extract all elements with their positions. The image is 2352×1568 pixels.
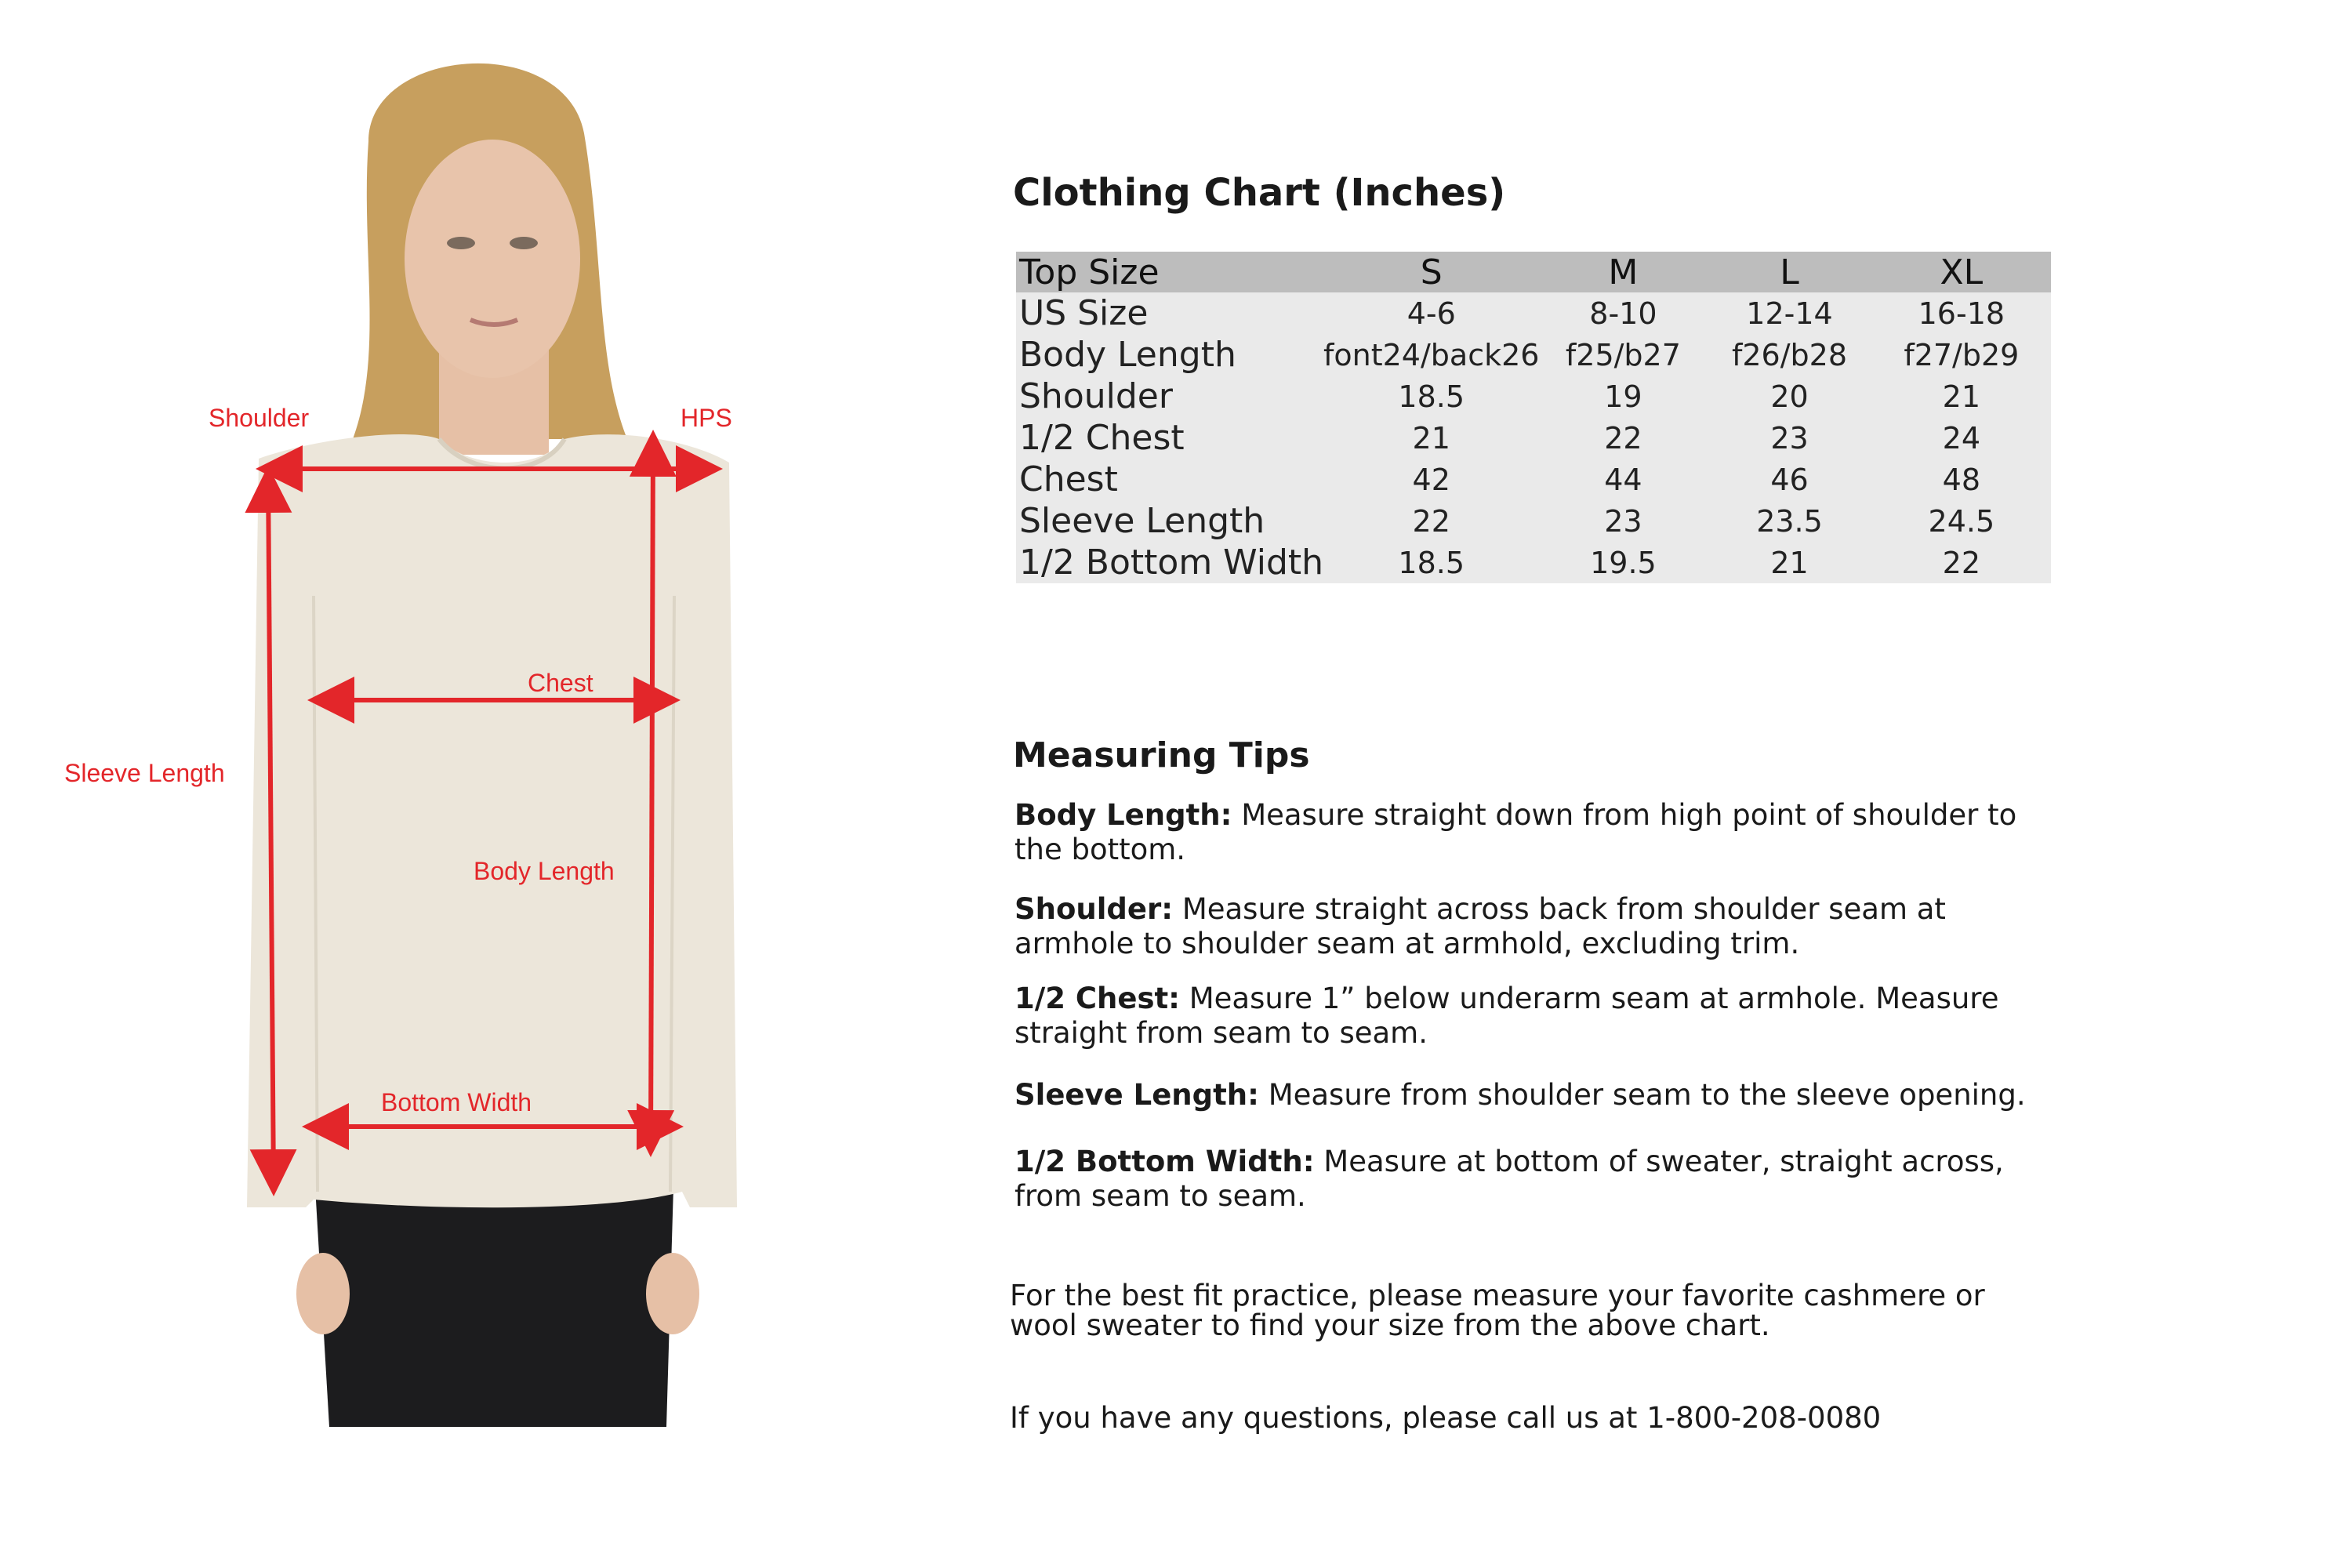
table-cell: 18.5 [1398,545,1465,580]
table-cell: 18.5 [1398,379,1465,414]
table-cell: 16-18 [1918,296,2005,331]
table-cell: 42 [1412,462,1450,497]
table-cell: 19 [1604,379,1642,414]
row-label: 1/2 Bottom Width [1019,543,1324,583]
tip-term: Shoulder: [1014,892,1174,926]
shoulder-label: Shoulder [209,404,310,432]
table-cell: 21 [1412,420,1450,456]
table-cell: 23 [1604,503,1642,539]
tip-half-bottom-width [1014,1145,2057,1214]
left-hand [296,1253,350,1334]
size-table-header-row [1016,252,2051,292]
size-table-header-cell: M [1539,252,1707,292]
chest-label: Chest [528,669,593,697]
table-cell: f26/b28 [1732,337,1848,372]
table-cell: 23 [1770,420,1809,456]
size-chart-title: Clothing Chart (Inches) [1013,171,1506,215]
table-cell: 20 [1770,379,1809,414]
tip-shoulder [1014,892,2057,961]
table-cell: 22 [1604,420,1642,456]
row-label: Shoulder [1019,376,1173,416]
tip-text: Measure at bottom of sweater, straight across, from seam to seam. [1014,1145,2004,1213]
table-cell: 21 [1770,545,1809,580]
table-row [1016,500,2051,542]
table-cell: font24/back26 [1323,337,1540,372]
tip-text: Measure straight down from high point of shoulder to the bottom. [1014,798,2017,866]
contact-note: If you have any questions, please call us at 1-800-208-0080 [1010,1401,1882,1435]
bottom-width-label: Bottom Width [381,1088,532,1116]
table-cell: 8-10 [1589,296,1657,331]
row-label: Body Length [1019,335,1236,375]
tip-term: Body Length: [1014,798,1232,832]
table-row [1016,459,2051,500]
table-row [1016,376,2051,417]
tip-term: Sleeve Length: [1014,1078,1259,1112]
table-cell: 24.5 [1928,503,1995,539]
table-cell: 23.5 [1756,503,1823,539]
table-cell: f27/b29 [1904,337,2020,372]
table-row [1016,334,2051,376]
face [405,140,580,378]
table-cell: 24 [1942,420,1981,456]
table-row [1016,292,2051,334]
size-table-header-cell: XL [1872,252,2051,292]
table-cell: 12-14 [1746,296,1833,331]
table-cell: 44 [1604,462,1642,497]
right-hand [646,1253,699,1334]
tip-text: Measure straight across back from shoulder seam at armhole to shoulder seam at armhold, excluding trim. [1014,892,1946,960]
size-table-header-cell: Top Size [1016,252,1323,292]
table-cell: f25/b27 [1565,337,1681,372]
size-table-header-cell: L [1707,252,1871,292]
table-cell: 21 [1942,379,1981,414]
sleeve-length-label: Sleeve Length [64,759,225,787]
tip-text: Measure 1” below underarm seam at armhole. Measure straight from seam to seam. [1014,982,1999,1050]
fit-note: For the best fit practice, please measure your favorite cashmere or wool sweater to find your size from the above chart. [1010,1279,1985,1342]
table-cell: 46 [1770,462,1809,497]
size-figure [0,0,941,1568]
tip-body-length [1014,798,2057,867]
size-table-header-cell: S [1323,252,1539,292]
tip-half-chest [1014,982,2057,1051]
table-row [1016,542,2051,583]
size-table [1016,252,2051,583]
body-length-arrow [651,439,653,1148]
table-cell: 22 [1942,545,1981,580]
tip-term: 1/2 Chest: [1014,982,1180,1015]
row-label: US Size [1019,293,1149,333]
measuring-tips-heading: Measuring Tips [1013,735,1310,775]
table-cell: 19.5 [1590,545,1657,580]
row-label: Chest [1019,459,1118,499]
tip-term: 1/2 Bottom Width: [1014,1145,1315,1178]
table-cell: 4-6 [1406,296,1456,331]
table-cell: 48 [1942,462,1981,497]
row-label: Sleeve Length [1019,501,1265,541]
body-length-label: Body Length [474,857,615,885]
tip-text: Measure from shoulder seam to the sleeve opening. [1258,1078,2026,1112]
table-cell: 22 [1412,503,1450,539]
tip-sleeve-length [1014,1078,2057,1112]
hps-label: HPS [681,404,732,432]
table-row [1016,417,2051,459]
row-label: 1/2 Chest [1019,418,1185,458]
